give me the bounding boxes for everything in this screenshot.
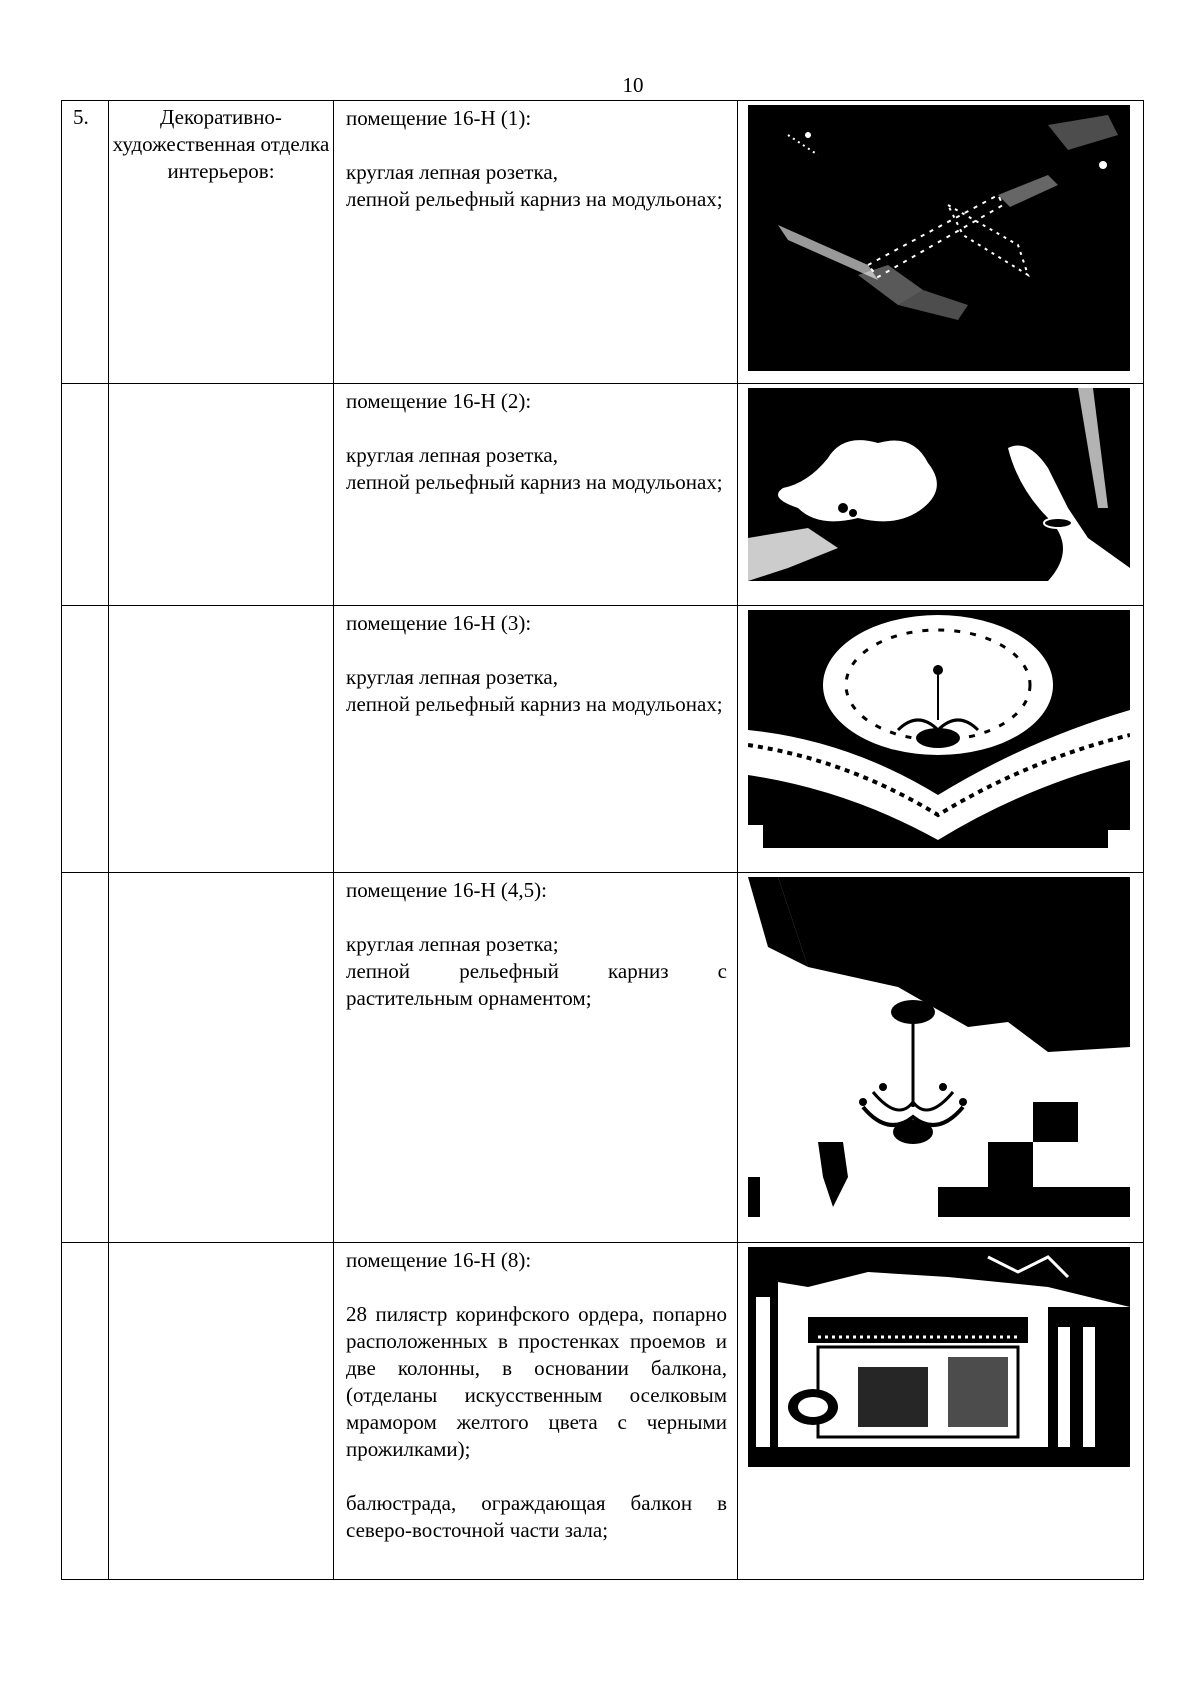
number-cell xyxy=(62,384,109,606)
photo-cell xyxy=(738,101,1144,384)
feature-text: лепной рельефный карниз на модульонах; xyxy=(346,470,723,494)
feature-text: 28 пилястр коринфского ордера, попарно расположенных в простенках проемов и две колонны, в основании балкона, (отделаны искусственным оселковым мрамором желтого цвета с черными прожилками); xyxy=(346,1302,727,1461)
room-label: помещение 16-Н (4,5): xyxy=(346,878,547,902)
feature-text: лепной рельефный карниз на модульонах; xyxy=(346,187,723,211)
table-row xyxy=(62,384,1144,606)
room-label: помещение 16-Н (8): xyxy=(346,1248,532,1272)
ceiling-cornice-photo xyxy=(748,105,1130,371)
section-title: Декоративно-художественная отделка интерьеров: xyxy=(109,101,334,384)
section-number: 5. xyxy=(62,101,109,384)
page-number: 10 xyxy=(622,73,644,97)
chandelier-photo xyxy=(748,877,1130,1217)
room-label: помещение 16-Н (1): xyxy=(346,106,532,130)
feature-text: балюстрада, ограждающая балкон в северо-восточной части зала; xyxy=(346,1491,727,1542)
title-cell xyxy=(109,1243,334,1580)
feature-text: круглая лепная розетка, xyxy=(346,665,558,689)
number-cell xyxy=(62,606,109,873)
table-row xyxy=(62,606,1144,873)
photo-cell xyxy=(738,606,1144,873)
room-label: помещение 16-Н (2): xyxy=(346,389,532,413)
row-description xyxy=(334,606,738,873)
feature-text: круглая лепная розетка; xyxy=(346,932,559,956)
title-cell xyxy=(109,873,334,1243)
room-label: помещение 16-Н (3): xyxy=(346,611,532,635)
table-row xyxy=(62,1243,1144,1580)
table-row xyxy=(62,873,1144,1243)
feature-text: лепной рельефный карниз с растительным орнаментом; xyxy=(346,959,727,1010)
number-cell xyxy=(62,873,109,1243)
photo-cell xyxy=(738,384,1144,606)
monument-features-table xyxy=(61,100,1144,1580)
title-cell xyxy=(109,384,334,606)
photo-cell xyxy=(738,873,1144,1243)
chandelier-rosette-photo xyxy=(748,610,1130,848)
title-cell xyxy=(109,606,334,873)
feature-text: круглая лепная розетка, xyxy=(346,443,558,467)
hall-interior-photo xyxy=(748,1247,1130,1467)
ceiling-rosette-photo xyxy=(748,388,1130,581)
feature-text: лепной рельефный карниз на модульонах; xyxy=(346,692,723,716)
photo-cell xyxy=(738,1243,1144,1580)
row-description xyxy=(334,384,738,606)
table-row xyxy=(62,101,1144,384)
feature-text: круглая лепная розетка, xyxy=(346,160,558,184)
row-description xyxy=(334,101,738,384)
number-cell xyxy=(62,1243,109,1580)
row-description xyxy=(334,1243,738,1580)
row-description xyxy=(334,873,738,1243)
